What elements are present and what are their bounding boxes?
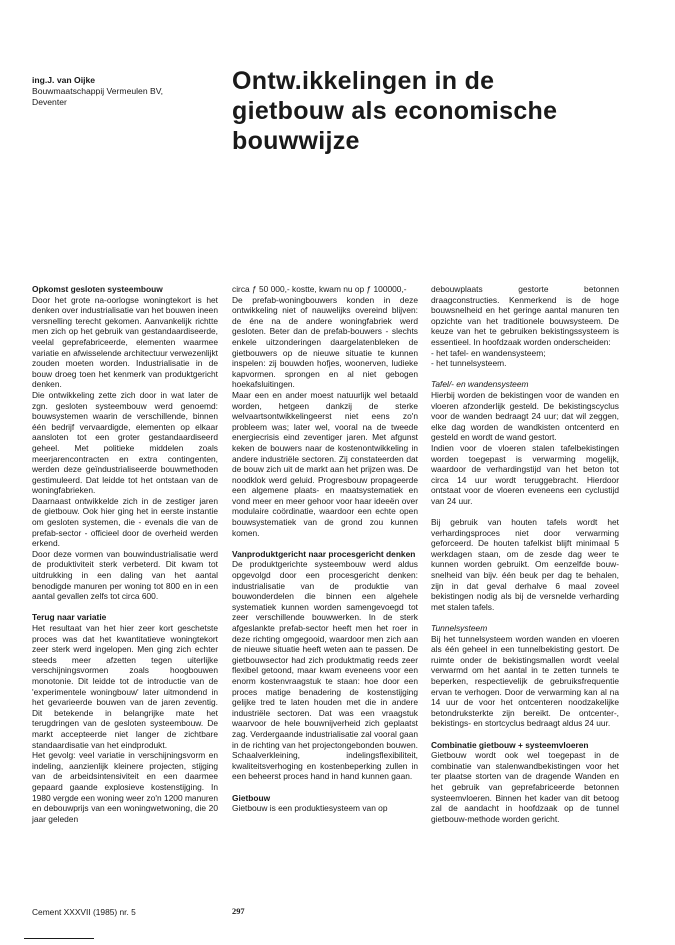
journal-reference: Cement XXXVII (1985) nr. 5	[32, 907, 136, 917]
paragraph: Bij het tunnelsysteem worden wanden en vloeren als één geheel in een tunnelbekisting gestort. De ruimte onder de bekistingsmallen wordt veelal verwarmd om het aantal in te zetten tunnels te beperken, respectievelijk de gebruiksfrequentie ervan te verhogen. Door de verwarming kan al na 14 uur de voor het ontcenteren noodzakelijke betondruksterkte zijn bereikt. De ontcenter-, bekistings- en stortcyclus bedraagt aldus 24 uur.	[431, 633, 619, 729]
section-heading-gietbouw: Gietbouw	[232, 792, 271, 803]
paragraph: Gietbouw is een produktiesysteem van op	[232, 803, 388, 814]
system-list	[431, 348, 619, 369]
column-3	[431, 284, 619, 824]
footer-rule	[24, 938, 94, 939]
column-2	[232, 284, 418, 814]
paragraph: Het gevolg: veel variatie in verschijningsvorm en indeling, aanzienlijk kleinere projecten, stijging van de arbeidsintensiviteit en een daarmee gepaard gaande explosieve kostenstijging. In 1980 vergde een woning weer zo'n 1200 manuren en debouwprijs van een woningwetwoning, die 20 jaar geleden	[32, 750, 218, 824]
list-item: - het tafel- en wandensysteem;	[431, 347, 546, 358]
paragraph: Indien voor de vloeren stalen tafelbekistingen worden toegepast is verwarming mogelijk, waardoor de verhardingstijd van het beton tot circa 14 uur wordt teruggebracht. Hierdoor ontstaat voor de vloeren eveneens een cyclustijd van 24 uur.	[431, 442, 619, 506]
author-block	[32, 75, 212, 108]
paragraph: Die ontwikkeling zette zich door in wat later de zgn. gesloten systeembouw werd genoemd: bouwsystemen waarin de verschillende, binnen één bedrijf vervaardigde, elementen op elkaar aansloten tot een groter gestandaardiseerd geheel. Met politieke middelen zoals meerjarencontracten en extra contingenten, werden deze geïndustrialiseerde bouwmethoden gestimuleerd. Dat leidde tot het ontstaan van de woningfabrieken.	[32, 389, 218, 496]
section-heading-variatie: Terug naar variatie	[32, 612, 107, 623]
section-heading-opkomst: Opkomst gesloten systeembouw	[32, 284, 163, 294]
paragraph: De prefab-woningbouwers konden in deze ontwikkeling niet of nauwelijks overeind blijven: de éne na de andere woningfabriek werd gesloten. Beter dan de prefab-bouwers - slechts enkele uitzonderingen daargelatenbleken de gietbouwers op de nieuwe situatie te kunnen inspelen: zij bouwden hofjes, woonerven, ludieke kapvormen. sprongen en al niet gebogen hoekafsluitingen.	[232, 294, 418, 390]
paragraph: Gietbouw wordt ook wel toegepast in de combinatie van stalenwandbekistingen voor het ter plaatse storten van de dragende Wanden en het gebruik van geprefabriceerde betonnen systeemvloeren. Binnen het kader van dit betoog zal de aandacht in hoofdzaak op de tunnel gietbouw-methode worden gericht.	[431, 750, 619, 824]
paragraph: De produktgerichte systeembouw werd aldus opgevolgd door een procesgericht denken: industrialisatie van de produktie van bouwonderdelen die binnen een algehele systematiek kunnen worden samengevoegd tot zeer verschillende bouwwerken. In de sterk afgeslankte prefab-sector heeft men het roer in deze richting omgegooid, waardoor men zich aan de nieuwe situatie heeft weten aan te passen. De gietbouwsector had zich produktmatig reeds zeer flexibel getoond, maar kwam eveneens voor een enorm kostenvraagstuk te staan: hoe door een proces matige benadering de kostenstijging gelijke tred te laten houden met die in andere industriële sectoren. Dat was een vraagstuk waarvoor de hele bouwnijverheid zich geplaatst zag. Verdergaande industrialisatie zal vooral gaan in de richting van het projectongebonden bouwen. Schaalverkleining, indelingsflexibiliteit, kwaliteitsverhoging en kostenbeperking zullen in een beheerst proces hand in hand kunnen gaan.	[232, 559, 418, 782]
paragraph: Door het grote na-oorlogse woningtekort is het denken over industrialisatie van het bouwen ineen versnelling terecht gekomen. Aanvankelijk richtte men zich op het gebruik van gestandaardiseerde, veelal geprefabriceerde, elementen waarmee variatie en afwisselende architectuur verwezenlijkt zouden moeten worden. Industrialisatie in de bouw droeg toen het kenmerk van produktgericht denken.	[32, 294, 218, 390]
subheading-tafel-wanden: Tafel/- en wandensysteem	[431, 379, 529, 390]
article-title	[232, 66, 642, 156]
column-1	[32, 284, 218, 824]
author-company: Bouwmaatschappij Vermeulen BV,	[32, 86, 164, 96]
page-number: 297	[232, 907, 245, 916]
list-item: - het tunnelsysteem.	[431, 358, 507, 369]
title-line-2: gietbouw als economische	[232, 97, 558, 125]
paragraph: debouwplaats gestorte betonnen draagconstructies. Kenmerkend is de hoge bouwsnelheid en het geringe aantal manuren ten opzichte van het traditionele bouwsysteem. De keuze van het te gebruiken bekistingssysteem is essentieel. In hoofdzaak worden onderscheiden:	[431, 284, 619, 347]
paragraph: Maar een en ander moest natuurlijk wel betaald worden, hetgeen dankzij de sterke welvaartsontwikkelingeerst niet eens zo'n probleem was; later wel, vooral na de tweede energiecrisis eind zeventiger jaren. Met afgunst keken de bouwers naar de kostenontwikkeling in andere industriële sectoren. Zij constateerden dat de bouw zich uit de markt aan het prijzen was. De noodklok werd geluid. Progresbouw propageerde een algemene plaats- en maatsystematiek en vond meer en meer gehoor voor haar ideeën over modulaire coördinatie, waardoor een echte open bouwsystematiek van de grond zou kunnen komen.	[232, 389, 418, 538]
title-line-1: Ontw.ikkelingen in de	[232, 67, 495, 95]
author-city: Deventer	[32, 97, 67, 107]
author-name: ing.J. van Oijke	[32, 75, 96, 85]
section-heading-procesgericht: Vanproduktgericht naar procesgericht denken	[232, 548, 416, 559]
subheading-tunnelsysteem: Tunnelsysteem	[431, 623, 488, 633]
paragraph: Bij gebruik van houten tafels wordt het verhardingsproces niet door verwarming geforceerd. De houten tafelkist blijft minimaal 5 werkdagen staan, om de zesde dag weer te kunnen worden gebruikt. Om eenzelfde bouw-snelheid van bijv. één beuk per dag te behalen, zijn in dat geval derhalve 6 maal zoveel bekistingen nodig als bij de versnelde verharding met stalen tafels.	[431, 517, 619, 612]
paragraph: Hierbij worden de bekistingen voor de wanden en vloeren afzonderlijk gesteld. De bekistingscyclus voor de wanden bedraagt 24 uur; dat wil zeggen, elke dag worden de wandkisten ontcenterd en gesteld en wordt de wand gestort.	[431, 389, 619, 443]
section-heading-combinatie: Combinatie gietbouw + systeemvloeren	[431, 739, 589, 750]
title-line-3: bouwwijze	[232, 127, 360, 155]
paragraph: Het resultaat van het hier zeer kort geschetste proces was dat het kwantitatieve woningtekort zeer sterk werd ingelopen. Men ging zich echter steeds meer afzetten tegen uiterlijke verschijningsvormen zoals hoogbouwen monotonie. Dit leidde tot de introductie van de 'experimentele woningbouw' later uitmondend in het gevarieerde bouwen van de jaren zeventig. Dit betekende in belangrijke mate het terugdringen van de gesloten systeembouw. De markt accepteerde niet langer de zichtbare standaardisatie van het eindprodukt.	[32, 623, 218, 750]
paragraph: circa ƒ 50 000,- kostte, kwam nu op ƒ 100000,-	[232, 284, 407, 294]
paragraph: Door deze vormen van bouwindustrialisatie werd de produktiviteit sterk verbeterd. Dit kwam tot uitdrukking in een daling van het aantal benodigde manuren per woning tot 800 en in een aantal gevallen zelfs tot circa 600.	[32, 548, 218, 602]
paragraph: Daarnaast ontwikkelde zich in de zestiger jaren de gietbouw. Ook hier ging het in eerste instantie om gesloten systemen, die - evenals die van de prefab-sector - officieel door de overheid werden erkend.	[32, 495, 218, 549]
